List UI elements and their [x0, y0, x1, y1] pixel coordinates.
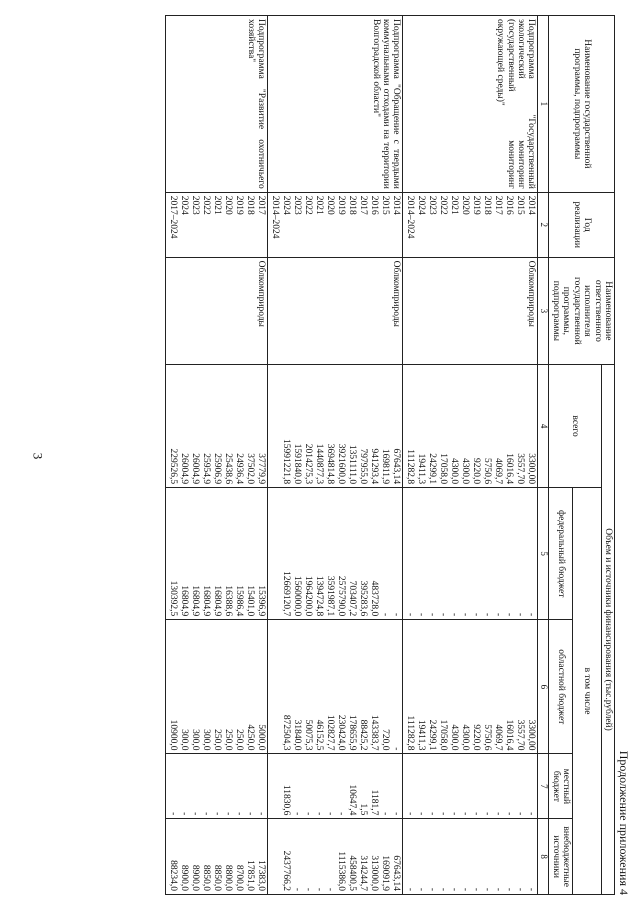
extra-cell: 17851,0	[245, 860, 256, 891]
local-cell: -	[190, 812, 201, 816]
total-cell: 941293,4	[369, 448, 380, 485]
year-cell: 2021	[212, 195, 223, 215]
col-number: 8	[538, 819, 549, 895]
extra-cell: -	[526, 887, 537, 891]
regional-cell: 4300,0	[449, 724, 460, 751]
total-cell: 25438,6	[223, 453, 234, 485]
local-cell: -	[201, 812, 212, 816]
total-cell: 5750,6	[482, 458, 493, 485]
program-name: Подпрограмма "Государственный экологический мониторинг (государственный мониторинг окружающей среды)"	[403, 16, 538, 193]
funding-table	[165, 15, 615, 895]
total-cell: 24936,4	[234, 453, 245, 485]
federal-cell: 15396,9	[256, 585, 267, 617]
year-cell: 2018	[347, 195, 358, 215]
year-cell: 2014–2024	[405, 195, 416, 239]
extra-cell: 8850,0	[201, 864, 212, 891]
year-cell: 2024	[179, 195, 190, 215]
col-number: 3	[538, 257, 549, 364]
federal-cell: -	[471, 613, 482, 617]
regional-cell: 111282,8	[405, 715, 416, 751]
extra-cell: -	[449, 887, 460, 891]
federal-column	[403, 488, 538, 620]
regional-column	[166, 620, 268, 754]
local-cell: -	[427, 812, 438, 816]
year-cell: 2019	[471, 195, 482, 215]
total-cell: 4300,0	[460, 458, 471, 485]
year-cell: 2021	[314, 195, 325, 215]
total-cell: 4300,0	[449, 458, 460, 485]
regional-cell: 872504,3	[281, 714, 292, 751]
federal-cell: 16804,9	[212, 585, 223, 617]
federal-cell: -	[391, 613, 402, 617]
year-cell: 2024	[281, 195, 292, 215]
extra-cell: -	[292, 887, 303, 891]
total-cell: 1591840,0	[292, 443, 303, 485]
total-cell: 19411,3	[416, 453, 427, 485]
years-column	[166, 192, 268, 257]
local-cell: 1181,7	[369, 789, 380, 816]
year-cell: 2020	[460, 195, 471, 215]
extra-cell: 8800,0	[223, 864, 234, 891]
federal-cell: -	[493, 613, 504, 617]
federal-cell: -	[460, 613, 471, 617]
year-cell: 2016	[504, 195, 515, 215]
rotated-page	[55, 15, 635, 895]
regional-cell: 250,0	[223, 729, 234, 751]
program-row	[268, 16, 403, 895]
regional-cell: 230424,0	[336, 714, 347, 751]
year-cell: 2022	[201, 195, 212, 215]
local-cell: -	[223, 812, 234, 816]
year-cell: 2024	[416, 195, 427, 215]
extra-cell: -	[482, 887, 493, 891]
local-cell: -	[482, 812, 493, 816]
year-cell: 2017	[358, 195, 369, 215]
program-name: Подпрограмма "Обращение с твердыми коммунальными отходами на территории Волгоградской области"	[268, 16, 403, 193]
total-cell: 26004,9	[190, 453, 201, 485]
regional-cell: 250,0	[234, 729, 245, 751]
federal-column	[268, 488, 403, 620]
extra-cell: 17383,0	[256, 860, 267, 891]
local-cell: -	[234, 812, 245, 816]
extra-column	[268, 819, 403, 895]
federal-cell: -	[405, 613, 416, 617]
federal-cell: 16804,9	[179, 585, 190, 617]
year-cell: 2022	[438, 195, 449, 215]
header-extra: внебюджетные источники	[549, 819, 573, 895]
local-cell: -	[179, 812, 190, 816]
total-cell: 67643,14	[391, 448, 402, 485]
federal-cell: 130392,5	[168, 580, 179, 617]
federal-cell: 1964200,0	[303, 575, 314, 617]
header-funding: Объем и источники финансирования (тыс.рублей)	[601, 365, 614, 895]
year-cell: 2016	[369, 195, 380, 215]
year-cell: 2018	[482, 195, 493, 215]
extra-cell: -	[416, 887, 427, 891]
regional-cell: 10900,0	[168, 719, 179, 751]
extra-cell: -	[438, 887, 449, 891]
local-column	[166, 754, 268, 819]
col-number: 2	[538, 192, 549, 257]
extra-cell: -	[325, 887, 336, 891]
year-cell: 2023	[292, 195, 303, 215]
federal-cell	[269, 491, 280, 616]
extra-column	[403, 819, 538, 895]
total-cell: 25906,9	[212, 453, 223, 485]
regional-cell: 4300,0	[460, 724, 471, 751]
local-cell: -	[314, 812, 325, 816]
header-regional: областной бюджет	[549, 620, 573, 754]
col-number: 5	[538, 488, 549, 620]
header-total: всего	[549, 365, 601, 488]
header-local: местный бюджет	[549, 754, 573, 819]
local-cell: -	[303, 812, 314, 816]
header-year: Год реализации	[549, 192, 615, 257]
regional-cell	[269, 623, 280, 750]
year-cell: 2017	[256, 195, 267, 215]
total-cell: 797955,0	[358, 448, 369, 485]
regional-cell: 9220,0	[471, 724, 482, 751]
regional-cell: 19411,3	[416, 719, 427, 751]
federal-cell: 16804,9	[190, 585, 201, 617]
extra-cell: 458400,5	[347, 855, 358, 891]
federal-cell: 3591987,1	[325, 575, 336, 617]
extra-cell: 8700,0	[234, 864, 245, 891]
local-cell: -	[336, 812, 347, 816]
local-cell: -	[416, 812, 427, 816]
extra-cell: -	[515, 887, 526, 891]
local-cell: -	[515, 812, 526, 816]
federal-cell: 1394724,8	[314, 575, 325, 617]
regional-cell: 300,0	[201, 729, 212, 751]
total-cell: 15991221,8	[281, 439, 292, 485]
year-cell: 2020	[223, 195, 234, 215]
program-row	[166, 16, 268, 895]
year-cell: 2014	[526, 195, 537, 215]
federal-cell: 2575790,0	[336, 575, 347, 617]
local-cell: 10647,4	[347, 784, 358, 816]
extra-cell: 67643,14	[391, 855, 402, 891]
regional-cell: 5750,6	[482, 724, 493, 751]
regional-cell: 4069,7	[493, 724, 504, 751]
extra-cell: 313000,0	[369, 855, 380, 891]
year-cell: 2019	[234, 195, 245, 215]
federal-cell: -	[449, 613, 460, 617]
extra-cell: 169091,9	[380, 855, 391, 891]
regional-column	[268, 620, 403, 754]
regional-cell: 102827,7	[325, 714, 336, 751]
col-number: 6	[538, 620, 549, 754]
federal-cell: -	[515, 613, 526, 617]
header-program: Наименование государственной программы, подпрограммы	[549, 16, 615, 193]
extra-cell: -	[303, 887, 314, 891]
regional-cell: 31840,0	[292, 719, 303, 751]
total-cell: 37779,9	[256, 453, 267, 485]
federal-cell: 1560000,0	[292, 575, 303, 617]
year-cell: 2022	[303, 195, 314, 215]
local-cell	[269, 757, 280, 815]
total-cell: 16016,4	[504, 453, 515, 485]
total-cell: 229526,5	[168, 448, 179, 485]
header-federal: федеральный бюджет	[549, 488, 573, 620]
years-column	[268, 192, 403, 257]
col-number: 1	[538, 16, 549, 193]
federal-cell: 15401,0	[245, 585, 256, 617]
local-cell: -	[493, 812, 504, 816]
federal-cell: -	[380, 613, 391, 617]
regional-cell: 46152,5	[314, 719, 325, 751]
local-cell: -	[449, 812, 460, 816]
total-column	[166, 365, 268, 488]
total-cell: 2014275,3	[303, 443, 314, 485]
extra-cell: 314244,7	[358, 855, 369, 891]
program-row	[403, 16, 538, 895]
total-cell: 3557,70	[515, 453, 526, 485]
federal-cell: 483728,0	[369, 580, 380, 617]
program-name: Подпрограмма "Развитие охотничьего хозяйства"	[166, 16, 268, 193]
local-cell: -	[471, 812, 482, 816]
continuation-note: Продолжение приложения 4	[617, 750, 631, 895]
extra-cell: 8900,0	[190, 864, 201, 891]
total-cell: 17058,0	[438, 453, 449, 485]
local-cell: -	[526, 812, 537, 816]
regional-cell: 5000,0	[256, 724, 267, 751]
local-cell: -	[168, 812, 179, 816]
local-column	[403, 754, 538, 819]
total-cell: 1440877,3	[314, 443, 325, 485]
regional-cell: 250,0	[212, 729, 223, 751]
regional-cell: 88425,2	[358, 719, 369, 751]
regional-column	[403, 620, 538, 754]
extra-cell	[269, 822, 280, 891]
local-cell: -	[504, 812, 515, 816]
federal-cell: 16388,6	[223, 585, 234, 617]
local-cell: -	[405, 812, 416, 816]
regional-cell: 300,0	[179, 729, 190, 751]
total-cell: 9220,0	[471, 458, 482, 485]
year-cell: 2020	[325, 195, 336, 215]
regional-cell: 16016,4	[504, 719, 515, 751]
federal-cell: -	[526, 613, 537, 617]
local-cell: -	[391, 812, 402, 816]
extra-cell: -	[471, 887, 482, 891]
year-cell: 2017	[493, 195, 504, 215]
total-cell: 3694814,8	[325, 443, 336, 485]
local-cell: -	[460, 812, 471, 816]
federal-cell: -	[438, 613, 449, 617]
total-cell: 37502,0	[245, 453, 256, 485]
regional-cell: 300,0	[190, 729, 201, 751]
total-cell: 25954,9	[201, 453, 212, 485]
extra-cell: 2437766,2	[281, 850, 292, 891]
local-cell: -	[256, 812, 267, 816]
extra-cell: -	[314, 887, 325, 891]
extra-cell: 8900,0	[179, 864, 190, 891]
federal-cell: -	[482, 613, 493, 617]
federal-cell: -	[504, 613, 515, 617]
federal-cell: 12669120,7	[281, 571, 292, 617]
local-column	[268, 754, 403, 819]
federal-cell: 16804,9	[201, 585, 212, 617]
extra-cell: -	[504, 887, 515, 891]
federal-cell: -	[416, 613, 427, 617]
year-cell: 2023	[427, 195, 438, 215]
total-column	[268, 365, 403, 488]
total-cell: 24299,1	[427, 453, 438, 485]
year-cell: 2015	[380, 195, 391, 215]
year-cell: 2017–2024	[168, 195, 179, 239]
federal-cell: -	[427, 613, 438, 617]
total-cell: 111282,8	[405, 449, 416, 485]
executor-name: Облкомприроды	[166, 257, 268, 364]
regional-cell: 24299,1	[427, 719, 438, 751]
year-cell: 2014–2024	[270, 195, 281, 239]
regional-cell: 17058,0	[438, 719, 449, 751]
local-cell: -	[212, 812, 223, 816]
table-body	[166, 16, 538, 895]
years-column	[403, 192, 538, 257]
extra-cell: -	[405, 887, 416, 891]
extra-cell: -	[427, 887, 438, 891]
total-cell: 169811,9	[380, 448, 391, 485]
total-cell: 4069,7	[493, 458, 504, 485]
regional-cell: 50075,3	[303, 719, 314, 751]
col-number: 7	[538, 754, 549, 819]
regional-cell: 720,0	[380, 729, 391, 751]
regional-cell: -	[391, 747, 402, 751]
page-number: 3	[30, 452, 46, 460]
regional-cell: 178655,9	[347, 714, 358, 751]
executor-name: Облкомприроды	[403, 257, 538, 364]
extra-cell: 88234,0	[168, 860, 179, 891]
total-cell: 26004,9	[179, 453, 190, 485]
local-cell: -	[380, 812, 391, 816]
total-cell: 3300,00	[526, 453, 537, 485]
total-cell: 3921600,0	[336, 443, 347, 485]
regional-cell: 3557,70	[515, 719, 526, 751]
header-including: в том числе	[573, 488, 601, 895]
regional-cell: 4250,0	[245, 724, 256, 751]
local-cell: -	[245, 812, 256, 816]
year-cell: 2014	[391, 195, 402, 215]
local-cell: -	[292, 812, 303, 816]
total-cell	[269, 368, 280, 484]
extra-column	[166, 819, 268, 895]
local-cell: 1,5	[358, 803, 369, 816]
extra-cell: -	[460, 887, 471, 891]
local-cell: -	[438, 812, 449, 816]
federal-cell: 15986,4	[234, 585, 245, 617]
year-cell: 2021	[449, 195, 460, 215]
year-cell: 2019	[336, 195, 347, 215]
local-cell: 11830,6	[281, 784, 292, 816]
total-column	[403, 365, 538, 488]
federal-cell: 703407,2	[347, 580, 358, 617]
year-cell: 2018	[245, 195, 256, 215]
federal-column	[166, 488, 268, 620]
year-cell: 2015	[515, 195, 526, 215]
regional-cell: 143383,7	[369, 714, 380, 751]
regional-cell: 3300,00	[526, 719, 537, 751]
year-cell: 2023	[190, 195, 201, 215]
total-cell: 1351111,0	[347, 444, 358, 485]
col-number: 4	[538, 365, 549, 488]
header-executor: Наименование ответственного исполнителя государственной программы, подпрограммы	[549, 257, 615, 364]
federal-cell: 395283,6	[358, 580, 369, 617]
extra-cell: 8850,0	[212, 864, 223, 891]
extra-cell: 1115386,0	[336, 851, 347, 891]
local-cell: -	[325, 812, 336, 816]
extra-cell: -	[493, 887, 504, 891]
executor-name: Облкомприроды	[268, 257, 403, 364]
